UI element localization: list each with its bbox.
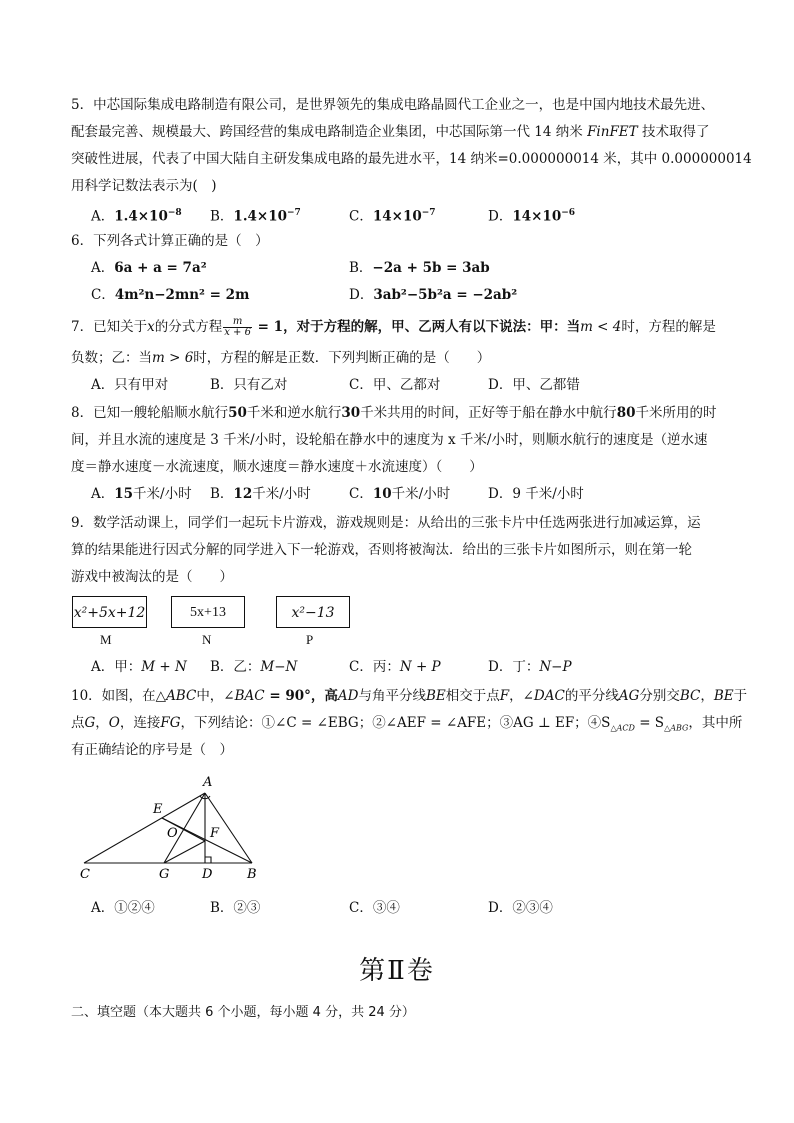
q5-d-mant: 14×10 — [512, 208, 562, 225]
q8-text-c: 千米共用的时间，正好等于船在静水中航行 — [360, 405, 617, 421]
q7-fraction — [223, 317, 252, 338]
q5-c-mant: 14×10 — [372, 208, 422, 225]
q5-c-exp: −7 — [421, 208, 436, 218]
q10-dac: DAC — [533, 688, 565, 704]
part2-title: 第Ⅱ卷 — [359, 956, 435, 986]
q8-c-unit: 千米/小时 — [391, 486, 451, 502]
point-c: C — [80, 867, 90, 882]
q9-d-label: D．丁： — [488, 659, 540, 675]
q10-be2: BE — [713, 688, 734, 704]
q9-line1: 9．数学活动课上，同学们一起玩卡片游戏，游戏规则是：从给出的三张卡片中任选两张进行加减运算，运 — [71, 515, 701, 531]
q5-option-d[interactable] — [488, 203, 575, 227]
q7-text-f: 时，方程的解是正数．下列判断正确的是（ ） — [193, 350, 491, 366]
q10-g: G — [84, 715, 96, 731]
q6-option-c[interactable] — [91, 285, 249, 305]
card-n-text: 5x+13 — [190, 605, 226, 620]
q10-option-d[interactable]: D．②③④ — [488, 900, 553, 916]
q6-stem: 6．下列各式计算正确的是（ ） — [71, 233, 269, 249]
q8-option-d[interactable]: D．9 千米/小时 — [488, 486, 584, 502]
q10-t11: 点 — [71, 715, 85, 731]
q6-option-a[interactable] — [91, 258, 207, 278]
q6-b-letter: B． — [349, 260, 373, 276]
q8-line1 — [71, 403, 716, 423]
q10-bac: BAC — [234, 688, 265, 704]
q10-option-b[interactable]: B．②③ — [210, 900, 261, 916]
q5-option-c[interactable] — [349, 203, 436, 227]
q10-t14: ，下列结论：①∠C = ∠EBG；②∠AEF = ∠AFE；③AG ⊥ EF；④S — [180, 715, 611, 731]
q8-c-num: 10 — [372, 486, 392, 502]
q10-t10: 于 — [733, 688, 748, 704]
q10-option-c[interactable]: C．③④ — [349, 900, 400, 916]
q6-d-letter: D． — [349, 287, 374, 303]
point-f: F — [210, 826, 220, 841]
q8-line3: 度＝静水速度－水流速度，顺水速度＝静水速度＋水流速度）（ ） — [71, 459, 483, 475]
q7-text-d: 时，方程的解是 — [621, 319, 716, 335]
q8-a-letter: A． — [91, 486, 115, 502]
q8-option-b[interactable] — [210, 484, 311, 504]
q6-d-expr: 3ab²−5b²a = −2ab² — [373, 287, 518, 303]
q7-cond2: m > 6 — [152, 350, 194, 366]
q7-text-b: 的分式方程 — [154, 319, 223, 335]
card-m-label: M — [100, 632, 112, 647]
q5-b-exp: −7 — [287, 208, 301, 218]
q10-bc: BC — [679, 688, 701, 704]
q10-abc: ABC — [166, 688, 197, 704]
q8-b-unit: 千米/小时 — [252, 486, 311, 502]
q7-cond1: m < 4 — [580, 319, 622, 335]
card-n-label: N — [202, 632, 212, 647]
q6-c-expr: 4m²n−2mn² = 2m — [114, 287, 250, 303]
card-m — [72, 596, 147, 628]
q5-b-mant: 1.4×10 — [233, 208, 288, 225]
q10-t2: 中，∠ — [196, 688, 235, 704]
q8-b-letter: B． — [210, 486, 234, 502]
q10-option-a[interactable]: A．①②④ — [91, 900, 155, 916]
q5-option-b[interactable] — [210, 203, 301, 227]
q7-frac-den: x + 6 — [224, 327, 251, 338]
q5-a-letter: A． — [91, 208, 115, 225]
q5-c-letter: C． — [349, 208, 373, 225]
q10-t12: ， — [95, 715, 109, 731]
q10-t3: = 90°，高 — [264, 688, 338, 704]
point-e: E — [153, 802, 163, 817]
q7-text-c: = 1，对于方程的解，甲、乙两人有以下说法：甲：当 — [252, 319, 581, 335]
q9-line3: 游戏中被淘汰的是（ ） — [71, 569, 233, 585]
q5-line4: 用科学记数法表示为( ) — [71, 178, 217, 194]
q9-b-label: B．乙： — [210, 659, 261, 675]
line-ca — [84, 793, 205, 863]
point-g: G — [159, 867, 170, 882]
q5-d-exp: −6 — [561, 208, 576, 218]
q5-b-letter: B． — [210, 208, 234, 225]
q9-a-expr: M + N — [141, 659, 187, 675]
card-p-label: P — [306, 632, 314, 647]
q8-text-a: 8．已知一艘轮船顺水航行 — [71, 405, 229, 421]
q7-option-b[interactable]: B．只有乙对 — [210, 377, 288, 393]
q6-option-b[interactable] — [349, 258, 490, 278]
q8-c-letter: C． — [349, 486, 373, 502]
q5-a-exp: −8 — [167, 208, 182, 218]
q10-t9: ， — [700, 688, 714, 704]
q8-a-num: 15 — [114, 486, 134, 502]
q10-t8: 分别交 — [639, 688, 680, 704]
q9-option-b[interactable] — [210, 657, 297, 677]
q9-line2: 算的结果能进行因式分解的同学进入下一轮游戏，否则将被淘汰．给出的三张卡片如图所示，则在第一轮 — [71, 542, 692, 558]
q6-a-expr: 6a + a = 7a² — [114, 260, 207, 276]
q10-line1 — [71, 686, 747, 706]
q10-o: O — [108, 715, 120, 731]
q5-d-letter: D． — [488, 208, 513, 225]
q6-c-letter: C． — [91, 287, 115, 303]
q10-sub1: △ACD — [610, 723, 635, 733]
q6-option-d[interactable] — [349, 285, 517, 305]
q7-line1 — [71, 317, 716, 338]
q5-line2 — [71, 122, 709, 142]
card-p — [276, 596, 350, 628]
q5-line1: 5．中芯国际集成电路制造有限公司，是世界领先的集成电路晶圆代工企业之一，也是中国内地技术最先进、 — [71, 97, 715, 113]
q5-line3: 突破性进展，代表了中国大陆自主研发集成电路的最先进水平，14 纳米=0.000000014 米，其中 0.000000014 — [71, 151, 752, 167]
q8-n30: 30 — [341, 405, 361, 421]
q8-a-unit: 千米/小时 — [133, 486, 192, 502]
q8-option-c[interactable] — [349, 484, 450, 504]
q10-line2 — [71, 713, 742, 739]
q8-text-b: 千米和逆水航行 — [246, 405, 342, 421]
q5-finfet: FinFET — [587, 124, 638, 140]
q7-line2 — [71, 348, 490, 368]
q8-n80: 80 — [616, 405, 636, 421]
q10-sub2: △ABG — [664, 723, 689, 733]
q6-b-expr: −2a + 5b = 3ab — [372, 260, 490, 276]
q8-option-a[interactable] — [91, 484, 192, 504]
q10-line3: 有正确结论的序号是（ ） — [71, 742, 233, 758]
q5-line2-rest: 技术取得了 — [637, 124, 710, 140]
q10-t7: 的平分线 — [564, 688, 619, 704]
q8-text-d: 千米所用的时 — [635, 405, 717, 421]
q10-t15: = S — [634, 715, 665, 731]
q10-be: BE — [425, 688, 446, 704]
q10-t13: ，连接 — [119, 715, 161, 731]
q6-a-letter: A． — [91, 260, 115, 276]
point-b: B — [247, 867, 257, 882]
q10-f: F — [499, 688, 510, 704]
q9-a-label: A．甲： — [91, 659, 142, 675]
q9-option-c[interactable] — [349, 657, 441, 677]
q9-option-d[interactable] — [488, 657, 572, 677]
point-a: A — [203, 775, 213, 790]
q10-t6: ，∠ — [509, 688, 534, 704]
q10-ag: AG — [618, 688, 640, 704]
q8-n50: 50 — [228, 405, 247, 421]
point-d: D — [202, 867, 213, 882]
q7-option-a[interactable]: A．只有甲对 — [91, 377, 169, 393]
card-p-text: x²−13 — [291, 605, 335, 621]
q10-fg: FG — [160, 715, 181, 731]
right-angle-mark — [205, 857, 211, 863]
q7-x: x — [147, 319, 155, 335]
triangle-figure — [70, 770, 270, 885]
q7-text-e: 负数；乙：当 — [71, 350, 152, 366]
q5-line2-text: 配套最完善、规模最大、跨国经营的集成电路制造企业集团，中芯国际第一代 14 纳米 — [71, 124, 588, 140]
q9-option-a[interactable] — [91, 657, 187, 677]
q10-t5: 相交于点 — [445, 688, 500, 704]
q9-c-expr: N + P — [399, 659, 441, 675]
q9-d-expr: N−P — [539, 659, 572, 675]
q7-text-a: 7．已知关于 — [71, 319, 148, 335]
point-o: O — [167, 826, 178, 841]
q9-c-label: C．丙： — [349, 659, 400, 675]
section-fill-blank: 二、填空题（本大题共 6 个小题，每小题 4 分，共 24 分） — [71, 1005, 415, 1020]
q7-option-c[interactable]: C．甲、乙都对 — [349, 377, 441, 393]
card-n — [171, 596, 245, 628]
q5-a-mant: 1.4×10 — [114, 208, 168, 225]
q10-t1: 10．如图，在△ — [71, 688, 167, 704]
q5-option-a[interactable] — [91, 203, 182, 227]
q8-b-num: 12 — [233, 486, 253, 502]
q10-ad: AD — [337, 688, 359, 704]
q9-b-expr: M−N — [260, 659, 298, 675]
q10-t4: 与角平分线 — [358, 688, 426, 704]
card-m-text: x²+5x+12 — [73, 605, 146, 621]
q7-frac-num: m — [223, 317, 252, 328]
q8-line2: 间，并且水流的速度是 3 千米/小时，设轮船在静水中的速度为 x 千米/小时，则顺水航行的速度是（逆水速 — [71, 432, 708, 448]
q7-option-d[interactable]: D．甲、乙都错 — [488, 377, 580, 393]
q10-t16: ，其中所 — [688, 715, 743, 731]
